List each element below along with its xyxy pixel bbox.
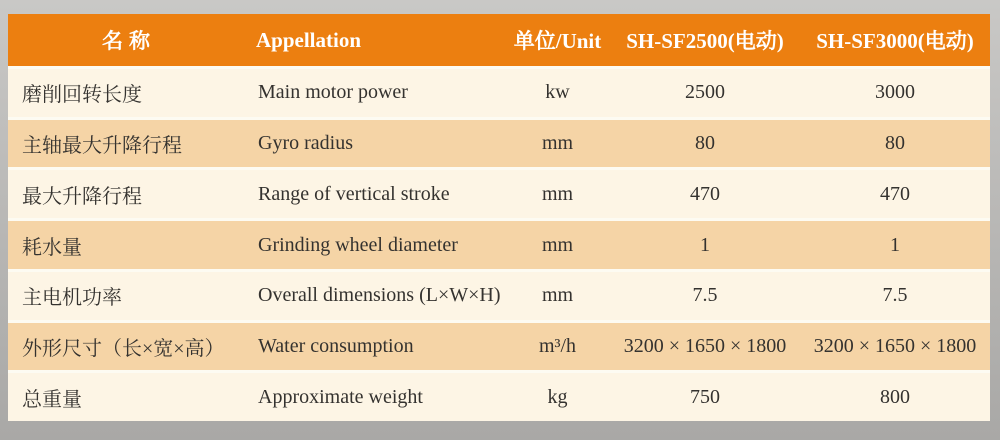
row-unit: mm bbox=[541, 284, 574, 307]
row-name-cn: 磨削回转长度 bbox=[22, 84, 142, 107]
row-appellation: Grinding wheel diameter bbox=[258, 233, 458, 256]
row-unit: mm bbox=[541, 132, 574, 155]
row-value-sf2500: 470 bbox=[690, 182, 720, 205]
row-value-sf2500: 1 bbox=[700, 233, 710, 256]
row-appellation: Range of vertical stroke bbox=[258, 182, 450, 205]
row-value-sf3000: 3200 × 1650 × 1800 bbox=[813, 334, 977, 357]
table-row bbox=[8, 66, 990, 117]
row-unit: kw bbox=[545, 81, 570, 104]
row-unit: kg bbox=[547, 385, 568, 408]
row-value-sf3000: 80 bbox=[885, 132, 905, 155]
table-row bbox=[8, 218, 990, 269]
table-header-row bbox=[8, 14, 990, 66]
row-name-cn: 耗水量 bbox=[22, 236, 82, 259]
row-value-sf3000: 800 bbox=[880, 385, 910, 408]
header-model-sf3000: SH-SF3000(电动) bbox=[816, 29, 974, 53]
row-unit: mm bbox=[541, 233, 574, 256]
row-name-cn: 主电机功率 bbox=[22, 287, 122, 310]
row-name-cn: 主轴最大升降行程 bbox=[22, 135, 182, 158]
table-row bbox=[8, 269, 990, 320]
row-value-sf2500: 3200 × 1650 × 1800 bbox=[623, 334, 787, 357]
row-value-sf2500: 7.5 bbox=[692, 284, 718, 307]
row-unit: mm bbox=[541, 182, 574, 205]
table-row bbox=[8, 370, 990, 421]
row-value-sf3000: 1 bbox=[890, 233, 900, 256]
header-model-sf2500: SH-SF2500(电动) bbox=[626, 29, 784, 53]
row-name-cn: 最大升降行程 bbox=[22, 185, 142, 208]
row-value-sf2500: 80 bbox=[695, 132, 715, 155]
header-name-cn: 名称 bbox=[102, 29, 156, 53]
row-value-sf3000: 7.5 bbox=[882, 284, 908, 307]
row-appellation: Water consumption bbox=[258, 334, 414, 357]
row-value-sf3000: 3000 bbox=[875, 81, 915, 104]
spec-table bbox=[8, 14, 990, 421]
table-row bbox=[8, 167, 990, 218]
row-appellation: Approximate weight bbox=[258, 385, 423, 408]
table-row bbox=[8, 117, 990, 168]
row-appellation: Overall dimensions (L×W×H) bbox=[258, 284, 501, 307]
row-name-cn: 外形尺寸（长×宽×高） bbox=[22, 337, 225, 360]
row-value-sf3000: 470 bbox=[880, 182, 910, 205]
row-value-sf2500: 750 bbox=[690, 385, 720, 408]
row-appellation: Gyro radius bbox=[258, 132, 353, 155]
row-value-sf2500: 2500 bbox=[685, 81, 725, 104]
row-unit: m³/h bbox=[538, 334, 577, 357]
row-name-cn: 总重量 bbox=[22, 388, 82, 411]
row-appellation: Main motor power bbox=[258, 81, 408, 104]
header-unit: 单位/Unit bbox=[513, 29, 602, 53]
header-appellation: Appellation bbox=[256, 27, 362, 52]
table-row bbox=[8, 320, 990, 371]
